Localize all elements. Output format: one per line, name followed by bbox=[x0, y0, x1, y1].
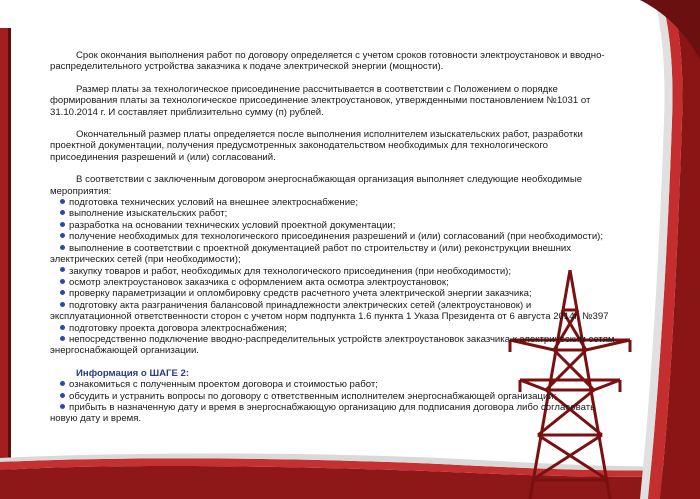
bullet-icon bbox=[60, 336, 65, 341]
list-item: подготовку акта разграничения балансовой принадлежности электрических сетей (электроустановок) и эксплуатационной ответственности сторон с учетом норм подпункта 1.6 пункта 1 Указа Президента от 6 августа 2014г. №397 bbox=[50, 299, 609, 323]
step2-list bbox=[50, 379, 615, 425]
list-item: получение необходимых для технологического присоединения разрешений и (или) согласований (при необходимости); bbox=[50, 231, 615, 242]
bullet-icon bbox=[60, 404, 65, 409]
list-item: выполнение в соответствии с проектной документацией работ по строительству и (или) реконструкции внешних электрических сетей (при необходимости); bbox=[50, 242, 572, 266]
list-item: непосредственно подключение вводно-распределительных устройств электроустановок заказчика к электрическим сетям энергоснабжающей организации. bbox=[50, 333, 615, 357]
paragraph-deadline: Срок окончания выполнения работ по договору определяется с учетом сроков готовности электроустановок и вводно-распределительного устройства заказчика к подаче электрической энергии (мощности). bbox=[50, 50, 605, 73]
list-item: проверку параметризации и опломбировку средств расчетного учета электрической энергии заказчика; bbox=[50, 288, 615, 299]
bullet-icon bbox=[60, 290, 65, 295]
bullet-icon bbox=[60, 279, 65, 284]
list-item: закупку товаров и работ, необходимых для технологического присоединения (при необходимости); bbox=[50, 266, 615, 277]
list-item: прибыть в назначенную дату и время в энергоснабжающую организацию для подписания договора либо согласовать новую дату и время. bbox=[50, 401, 596, 425]
paragraph-final-fee: Окончательный размер платы определяется после выполнения исполнителем изыскательских работ, разработки проектной документации, получения предусмотренных законодательством необходимых для технологического присоединения разрешений и (или) согласований. bbox=[50, 129, 583, 163]
list-item: разработка на основании технических условий проектной документации; bbox=[50, 220, 615, 231]
paragraph-fee-size: Размер платы за технологическое присоединение рассчитывается в соответствии с Положением о порядке формирования платы за технологическое присоединение электроустановок, утвержденными постановлением №1031 от 31.10.2014 г. И составляет приблизительно сумму (п) рублей. bbox=[50, 83, 591, 118]
bullet-icon bbox=[60, 245, 65, 250]
list-item: осмотр электроустановок заказчика с оформлением акта осмотра электроустановок; bbox=[50, 277, 615, 288]
bullet-icon bbox=[60, 325, 65, 330]
measures-intro: В соответствии с заключенным договором энергоснабжающая организация выполняет следующие необходимые мероприятия: bbox=[50, 174, 583, 197]
bullet-icon bbox=[60, 222, 65, 227]
bullet-icon bbox=[60, 199, 65, 204]
list-item: ознакомиться с полученным проектом договора и стоимостью работ; bbox=[50, 379, 615, 390]
document-text bbox=[50, 50, 615, 436]
bullet-icon bbox=[60, 381, 65, 386]
bullet-icon bbox=[60, 267, 65, 272]
step2-heading: Информация о ШАГЕ 2: bbox=[76, 367, 190, 379]
bullet-icon bbox=[60, 233, 65, 238]
list-item: подготовку проекта договора электроснабжения; bbox=[50, 323, 615, 334]
bullet-icon bbox=[60, 302, 65, 307]
list-item: подготовка технических условий на внешнее электроснабжение; bbox=[50, 197, 615, 208]
bullet-icon bbox=[60, 210, 65, 215]
list-item: обсудить и устранить вопросы по договору с ответственным исполнителем энергоснабжающей организации; bbox=[50, 391, 615, 402]
measures-list bbox=[50, 197, 615, 357]
bullet-icon bbox=[60, 393, 65, 398]
list-item: выполнение изыскательских работ; bbox=[50, 208, 615, 219]
